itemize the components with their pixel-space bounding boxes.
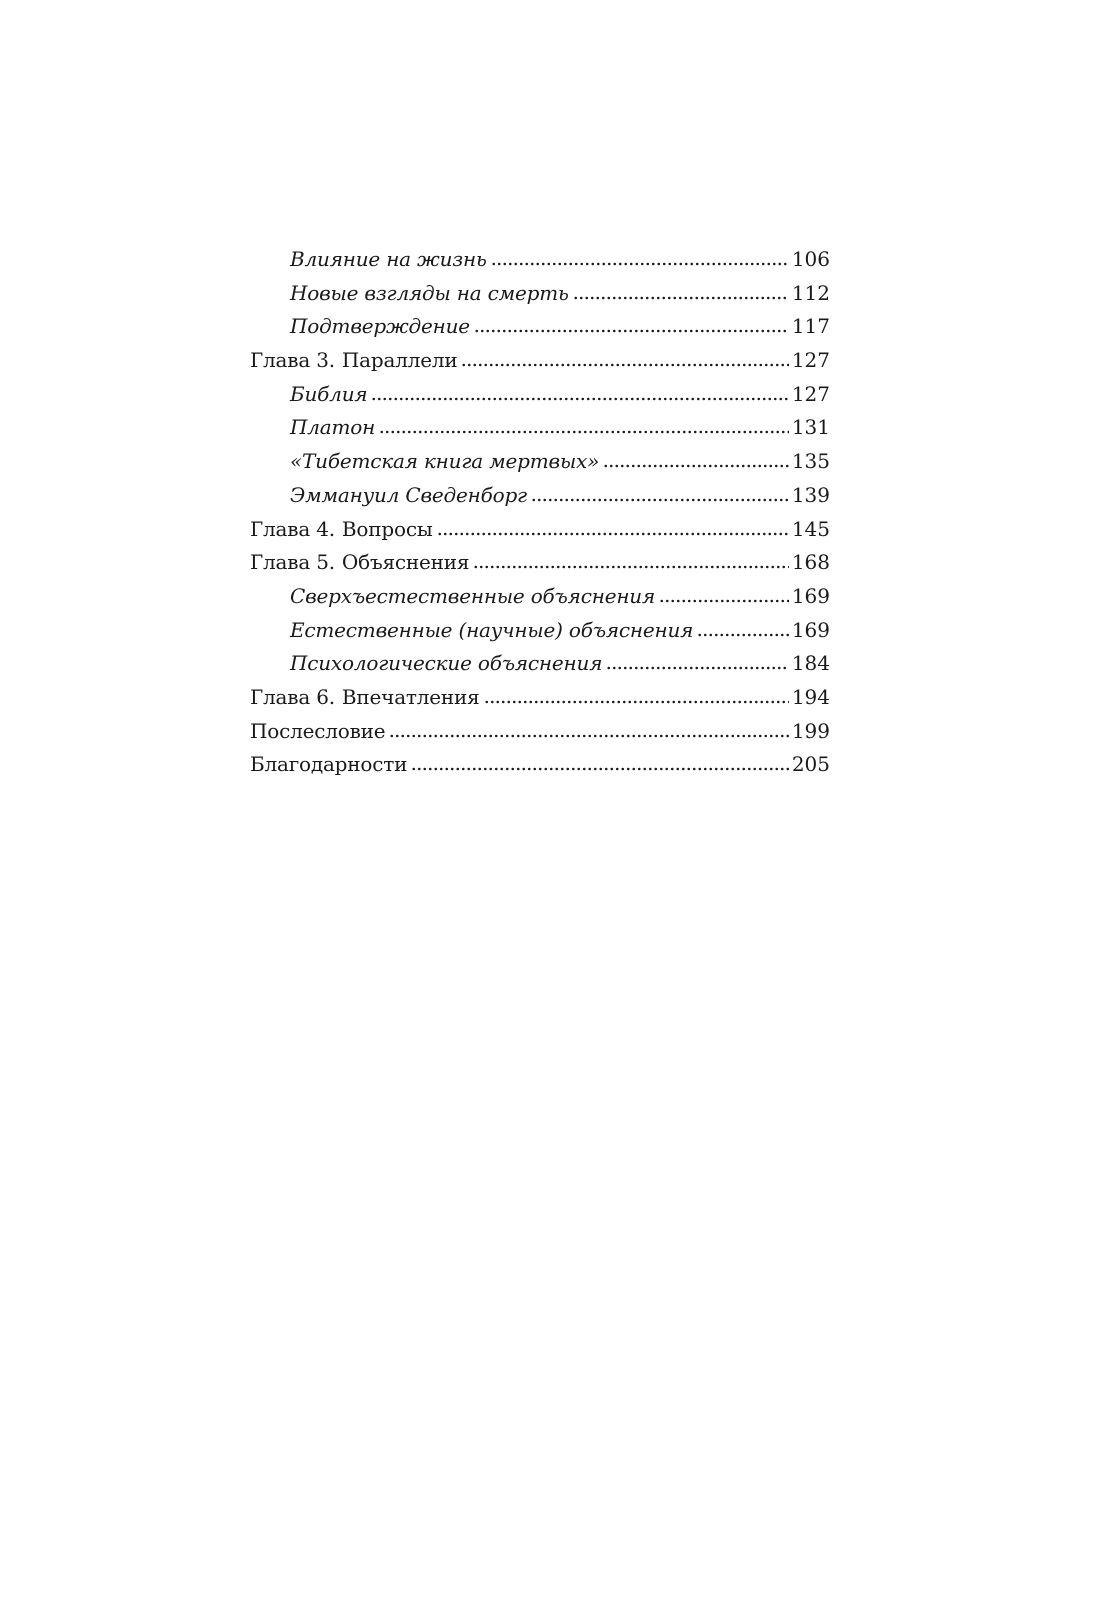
toc-chapter-entry[interactable] <box>250 546 830 580</box>
toc-entry-label: Сверхъестественные объяснения <box>290 583 656 608</box>
toc-entry-label: Эммануил Сведенборг <box>290 482 527 507</box>
toc-entry-title <box>290 378 367 412</box>
dot-leader <box>411 767 789 771</box>
dot-leader <box>697 633 789 637</box>
toc-page-number: 169 <box>791 617 830 642</box>
dot-leader <box>437 532 789 536</box>
toc-subsection-entry[interactable] <box>250 411 830 445</box>
toc-entry-title <box>290 243 487 277</box>
toc-entry-title <box>290 647 602 681</box>
toc-entry-title <box>290 411 375 445</box>
toc-entry-title <box>250 546 469 580</box>
toc-page-number: 194 <box>791 684 830 709</box>
toc-subsection-entry[interactable] <box>250 580 830 614</box>
toc-chapter-entry[interactable] <box>250 748 830 782</box>
toc-chapter-number: Глава 6. <box>250 684 335 709</box>
toc-page-number: 145 <box>791 516 830 541</box>
toc-subsection-entry[interactable] <box>250 479 830 513</box>
toc-chapter-entry[interactable] <box>250 344 830 378</box>
toc-entry-label: Естественные (научные) объяснения <box>290 617 694 642</box>
toc-entry-title <box>250 681 480 715</box>
dot-leader <box>461 363 788 367</box>
table-of-contents <box>250 243 830 782</box>
toc-subsection-entry[interactable] <box>250 647 830 681</box>
toc-page-number: 184 <box>791 651 830 676</box>
toc-page-number: 106 <box>791 247 830 271</box>
dot-leader <box>603 464 789 468</box>
toc-chapter-number: Глава 3. <box>250 348 335 373</box>
toc-chapter-entry[interactable] <box>250 513 830 547</box>
toc-entry-title <box>290 445 599 479</box>
toc-entry-title <box>290 614 693 648</box>
toc-page-number: 199 <box>791 718 830 743</box>
dot-leader <box>473 565 788 569</box>
toc-entry-title <box>290 277 569 311</box>
toc-entry-label: «Тибетская книга мертвых» <box>290 449 600 474</box>
toc-entry-label: Платон <box>290 415 376 440</box>
toc-entry-title <box>250 748 407 782</box>
toc-page-number: 131 <box>791 415 830 440</box>
toc-subsection-entry[interactable] <box>250 243 830 277</box>
toc-subsection-entry[interactable] <box>250 277 830 311</box>
dot-leader <box>371 397 788 401</box>
dot-leader <box>573 296 789 300</box>
dot-leader <box>389 734 788 738</box>
toc-entry-label: Психологические объяснения <box>290 651 603 676</box>
toc-chapter-entry[interactable] <box>250 681 830 715</box>
toc-entry-label: Благодарности <box>250 752 408 777</box>
toc-subsection-entry[interactable] <box>250 445 830 479</box>
toc-page-number: 135 <box>791 449 830 474</box>
toc-entry-label: Влияние на жизнь <box>290 247 487 271</box>
toc-subsection-entry[interactable] <box>250 310 830 344</box>
toc-page-number: 139 <box>791 482 830 507</box>
toc-entry-title <box>290 310 470 344</box>
toc-entry-label: Новые взгляды на смерть <box>290 280 569 305</box>
toc-entry-title <box>290 479 527 513</box>
toc-chapter-number: Глава 4. <box>250 516 335 541</box>
toc-chapter-number: Глава 5. <box>250 550 335 575</box>
dot-leader <box>474 329 789 333</box>
toc-chapter-entry[interactable] <box>250 715 830 749</box>
dot-leader <box>379 430 789 434</box>
toc-subsection-entry[interactable] <box>250 378 830 412</box>
toc-entry-label: Впечатления <box>341 684 480 709</box>
toc-page-number: 127 <box>791 348 830 373</box>
toc-subsection-entry[interactable] <box>250 614 830 648</box>
toc-entry-title <box>290 580 655 614</box>
toc-entry-label: Вопросы <box>341 516 433 541</box>
dot-leader <box>531 498 789 502</box>
toc-page-number: 169 <box>791 583 830 608</box>
dot-leader <box>659 599 789 603</box>
toc-entry-label: Подтверждение <box>290 314 470 339</box>
dot-leader <box>606 666 789 670</box>
toc-entry-label: Параллели <box>341 348 458 373</box>
dot-leader <box>491 262 789 266</box>
toc-entry-label: Объяснения <box>341 550 470 575</box>
toc-page-number: 112 <box>791 280 830 305</box>
toc-entry-title <box>250 513 433 547</box>
dot-leader <box>484 700 789 704</box>
toc-page-number: 127 <box>791 381 830 406</box>
toc-entry-label: Библия <box>290 381 368 406</box>
toc-entry-title <box>250 344 457 378</box>
toc-page-number: 117 <box>791 314 830 339</box>
toc-entry-label: Послесловие <box>250 718 386 743</box>
toc-page-number: 205 <box>791 752 830 777</box>
toc-entry-title <box>250 715 385 749</box>
toc-page-number: 168 <box>791 550 830 575</box>
